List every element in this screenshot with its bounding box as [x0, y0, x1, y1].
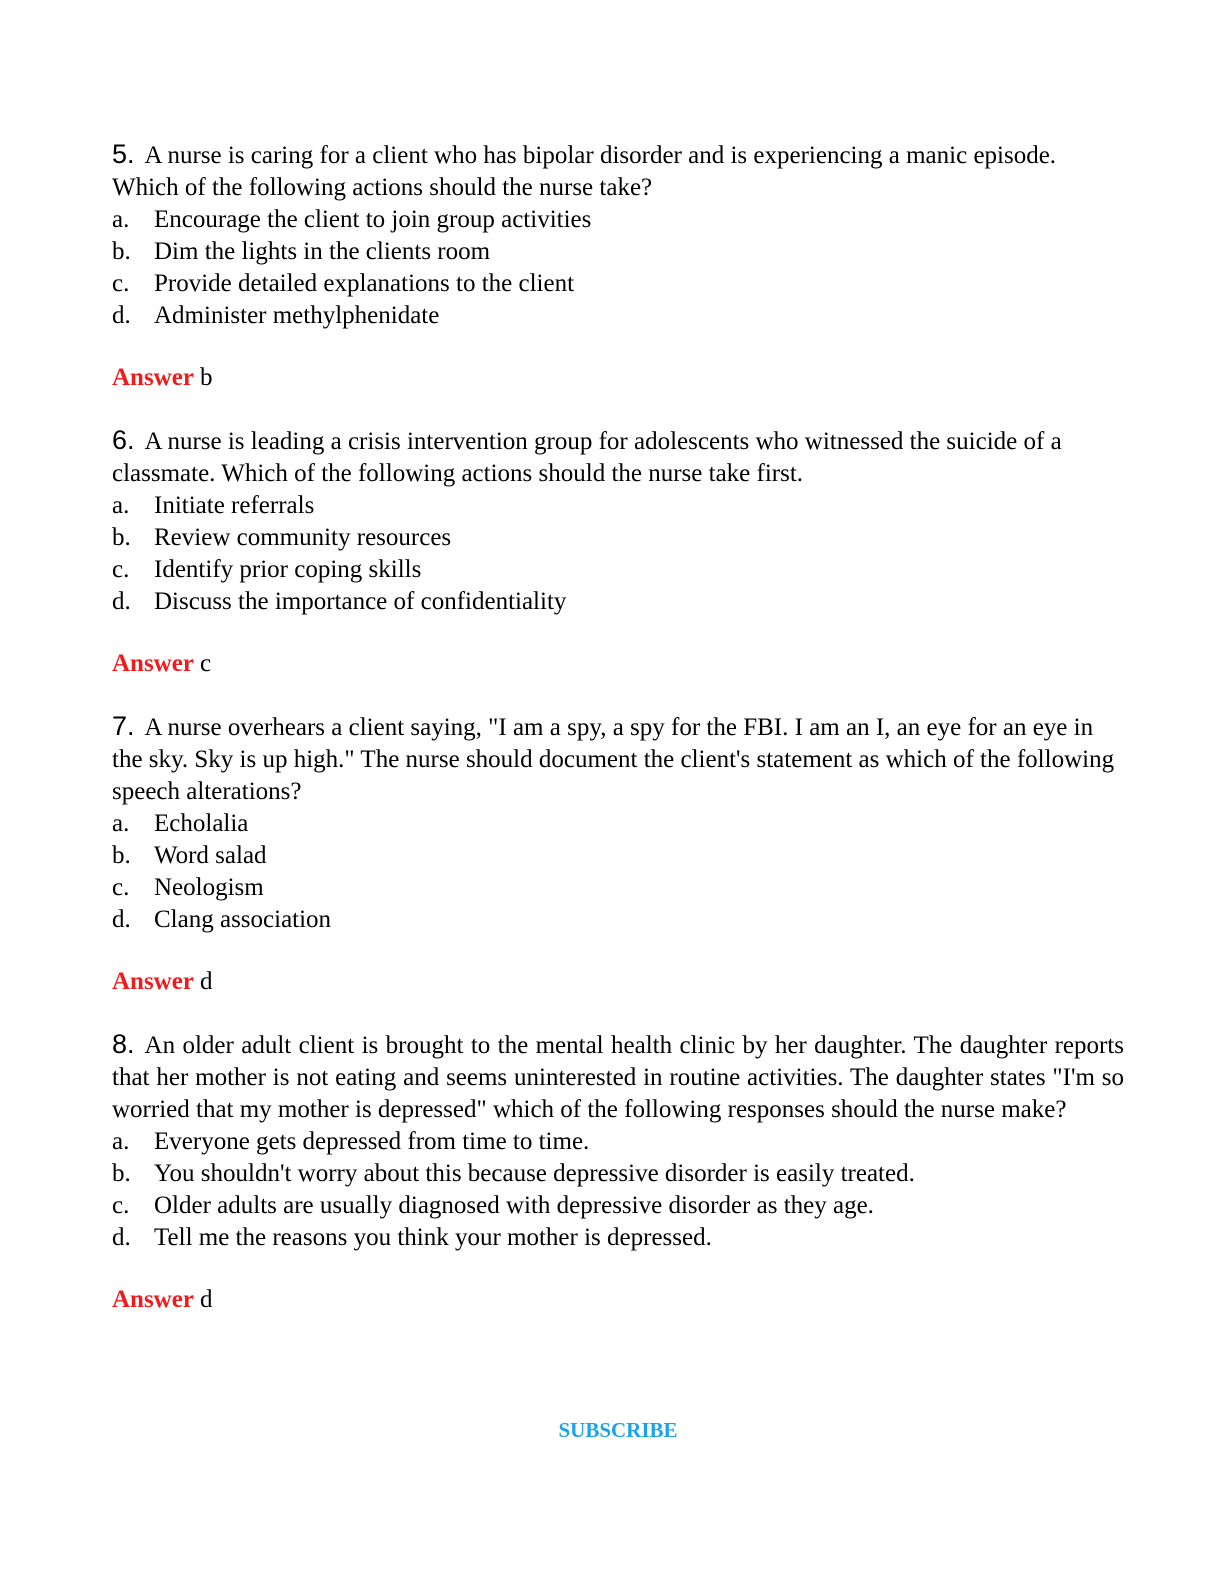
answer-value: d — [199, 968, 213, 995]
answer-label: Answer — [112, 650, 194, 677]
option-letter: c. — [112, 1192, 130, 1219]
option-text: Word salad — [154, 842, 267, 869]
option-b — [112, 840, 1124, 872]
option-letter: b. — [112, 238, 131, 265]
option-text: Discuss the importance of confidentiality — [154, 588, 567, 615]
answer-line — [112, 648, 1124, 680]
option-list — [112, 1126, 1124, 1254]
option-text: Older adults are usually diagnosed with depressive disorder as they age. — [154, 1192, 874, 1219]
answer-line — [112, 1284, 1124, 1316]
question-body: A nurse is caring for a client who has bipolar disorder and is experiencing a manic episode. Which of the following actions should the nurse take? — [112, 142, 1057, 201]
answer-line — [112, 966, 1124, 998]
option-c — [112, 1190, 1124, 1222]
answer-value: b — [199, 364, 213, 391]
question-number: 7. — [112, 711, 135, 741]
option-list — [112, 490, 1124, 618]
option-text: Everyone gets depressed from time to time. — [154, 1128, 590, 1155]
question-text — [112, 424, 1124, 490]
answer-value: c — [199, 650, 212, 677]
option-letter: a. — [112, 810, 130, 837]
option-text: Clang association — [154, 906, 332, 933]
option-letter: c. — [112, 556, 130, 583]
answer-label: Answer — [112, 1286, 194, 1313]
option-letter: c. — [112, 874, 130, 901]
question-number: 6. — [112, 425, 135, 455]
answer-line — [112, 362, 1124, 394]
option-c — [112, 872, 1124, 904]
question-body: A nurse is leading a crisis intervention group for adolescents who witnessed the suicide of a classmate. Which of the following actions should the nurse take first. — [112, 428, 1062, 487]
option-a — [112, 1126, 1124, 1158]
quiz-page — [112, 138, 1124, 1346]
option-letter: a. — [112, 1128, 130, 1155]
option-b — [112, 522, 1124, 554]
option-text: Encourage the client to join group activities — [154, 206, 592, 233]
answer-label: Answer — [112, 364, 194, 391]
option-d — [112, 300, 1124, 332]
option-letter: d. — [112, 302, 131, 329]
question-text — [112, 1028, 1124, 1126]
option-text: You shouldn't worry about this because depressive disorder is easily treated. — [154, 1160, 915, 1187]
option-letter: b. — [112, 1160, 131, 1187]
question-body: A nurse overhears a client saying, "I am a spy, a spy for the FBI. I am an I, an eye for an eye in the sky. Sky is up high." The nurse should document the client's statement as which of the following speech alterations? — [112, 714, 1115, 805]
option-a — [112, 490, 1124, 522]
option-text: Identify prior coping skills — [154, 556, 422, 583]
option-text: Neologism — [154, 874, 264, 901]
question-text — [112, 138, 1124, 204]
option-list — [112, 808, 1124, 936]
option-text: Administer methylphenidate — [154, 302, 440, 329]
option-a — [112, 204, 1124, 236]
question-text — [112, 710, 1124, 808]
option-letter: b. — [112, 524, 131, 551]
option-letter: c. — [112, 270, 130, 297]
option-text: Echolalia — [154, 810, 249, 837]
option-b — [112, 236, 1124, 268]
option-letter: d. — [112, 588, 131, 615]
option-text: Tell me the reasons you think your mother is depressed. — [154, 1224, 712, 1251]
option-letter: d. — [112, 1224, 131, 1251]
option-letter: a. — [112, 492, 130, 519]
answer-value: d — [199, 1286, 213, 1313]
question-8 — [112, 1028, 1124, 1316]
option-text: Dim the lights in the clients room — [154, 238, 491, 265]
question-5 — [112, 138, 1124, 394]
question-6 — [112, 424, 1124, 680]
option-d — [112, 1222, 1124, 1254]
answer-label: Answer — [112, 968, 194, 995]
option-c — [112, 268, 1124, 300]
option-c — [112, 554, 1124, 586]
option-text: Provide detailed explanations to the client — [154, 270, 575, 297]
question-7 — [112, 710, 1124, 998]
option-d — [112, 586, 1124, 618]
option-letter: a. — [112, 206, 130, 233]
option-text: Initiate referrals — [154, 492, 315, 519]
question-body: An older adult client is brought to the mental health clinic by her daughter. The daughter reports that her mother is not eating and seems uninterested in routine activities. The daughter states "I'm so worried that my mother is depressed" which of the following responses should the nurse make? — [112, 1032, 1124, 1123]
option-a — [112, 808, 1124, 840]
subscribe-link[interactable]: SUBSCRIBE — [558, 1418, 678, 1442]
option-d — [112, 904, 1124, 936]
option-text: Review community resources — [154, 524, 452, 551]
option-letter: d. — [112, 906, 131, 933]
question-number: 5. — [112, 139, 135, 169]
question-number: 8. — [112, 1029, 135, 1059]
option-b — [112, 1158, 1124, 1190]
option-letter: b. — [112, 842, 131, 869]
option-list — [112, 204, 1124, 332]
